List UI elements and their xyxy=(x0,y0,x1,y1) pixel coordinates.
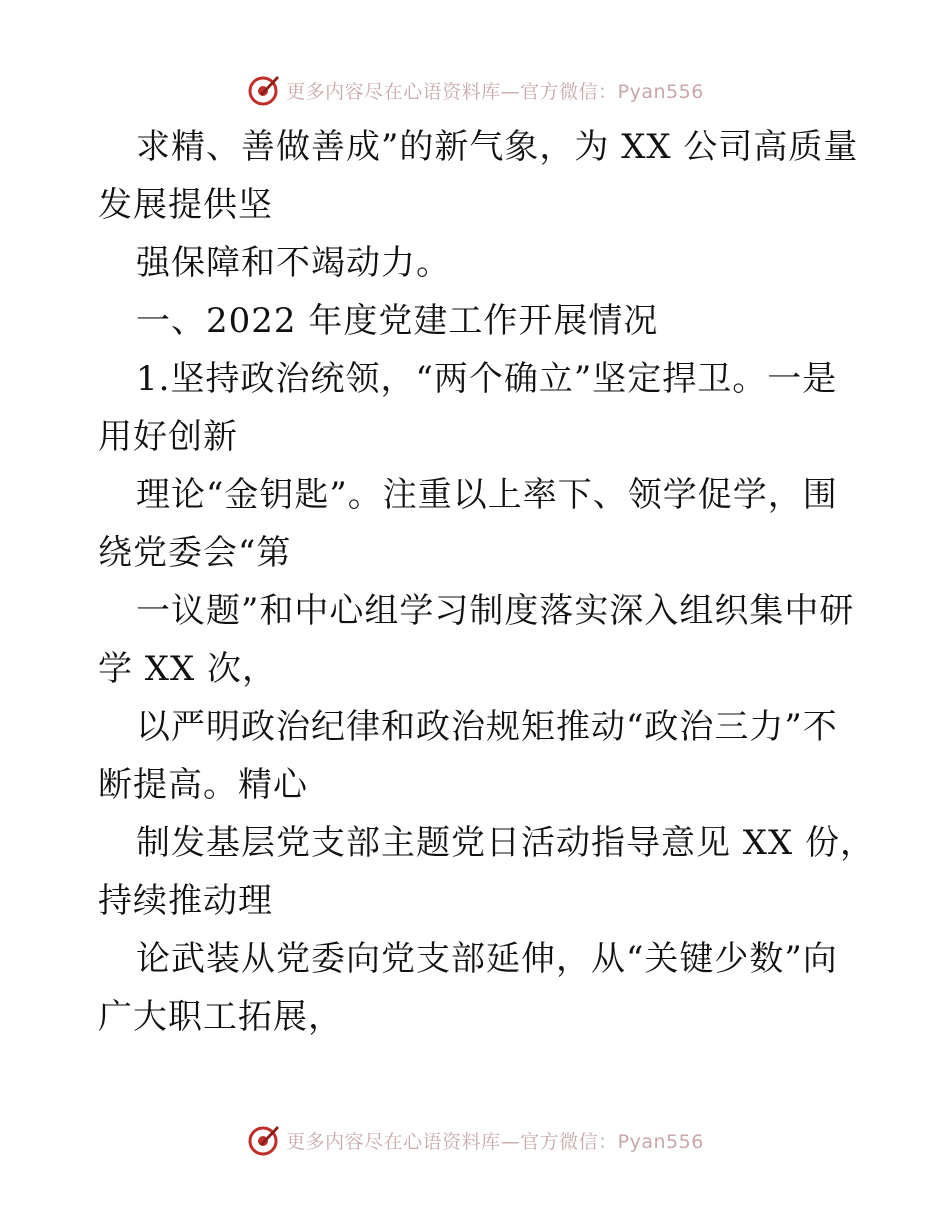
paragraph-first-line: 制发基层党支部主题党日活动指导意见 XX 份， xyxy=(136,823,876,863)
quill-logo-icon xyxy=(246,1122,282,1158)
paragraph xyxy=(98,582,854,698)
paragraph xyxy=(98,234,854,292)
paragraph xyxy=(98,118,859,234)
watermark-text: 更多内容尽在心语资料库—官方微信：Pyan556 xyxy=(286,80,704,103)
paragraph xyxy=(98,466,854,582)
paragraph-first-line: 论武装从党委向党支部延伸，从“关键少数”向 xyxy=(136,939,838,979)
paragraph-continuation: 用好创新 xyxy=(98,417,238,457)
paragraph-continuation: 广大职工拓展， xyxy=(98,997,343,1037)
paragraph-continuation: 学 XX 次， xyxy=(98,649,278,689)
paragraph xyxy=(98,350,854,466)
paragraph-continuation: 断提高。精心 xyxy=(98,765,308,805)
paragraph-first-line: 理论“金钥匙”。注重以上率下、领学促学，围 xyxy=(136,475,838,515)
paragraph-continuation: 绕党委会“第 xyxy=(98,533,292,573)
paragraph xyxy=(98,814,876,930)
paragraph-first-line: 一议题”和中心组学习制度落实深入组织集中研 xyxy=(136,591,855,631)
paragraph-continuation: 持续推动理 xyxy=(98,881,273,921)
paragraph-first-line: 1.坚持政治统领，“两个确立”坚定捍卫。一是 xyxy=(136,359,838,399)
section-heading-text: 一、2022 年度党建工作开展情况 xyxy=(136,301,659,341)
section-heading xyxy=(98,292,854,350)
document-body xyxy=(98,118,876,1046)
paragraph-first-line: 强保障和不竭动力。 xyxy=(136,243,451,283)
header-watermark xyxy=(0,70,950,110)
quill-logo-icon xyxy=(246,72,282,108)
paragraph-continuation: 发展提供坚 xyxy=(98,185,273,225)
paragraph-first-line: 以严明政治纪律和政治规矩推动“政治三力”不 xyxy=(136,707,838,747)
paragraph xyxy=(98,698,854,814)
paragraph xyxy=(98,930,854,1046)
watermark-text: 更多内容尽在心语资料库—官方微信：Pyan556 xyxy=(286,1130,704,1153)
footer-watermark xyxy=(0,1120,950,1160)
paragraph-first-line: 求精、善做善成”的新气象，为 XX 公司高质量 xyxy=(136,127,859,167)
